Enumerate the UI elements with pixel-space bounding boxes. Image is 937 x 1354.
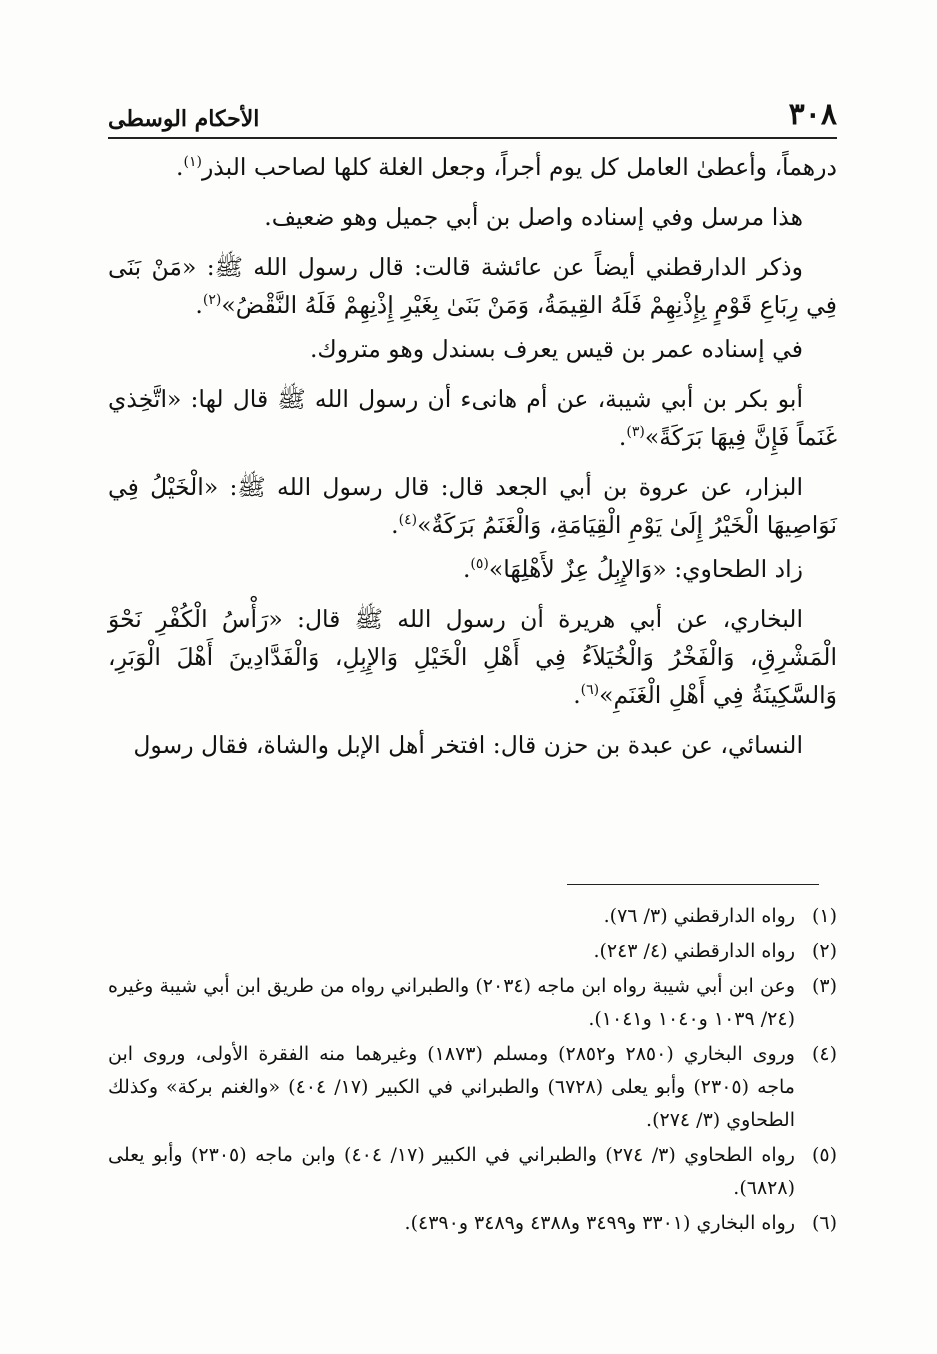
paragraph: في إسناده عمر بن قيس يعرف بسندل وهو متروك.	[309, 335, 803, 363]
footnote-marker[interactable]: (٢)	[202, 292, 222, 309]
footnote-number: (٦)	[811, 1212, 837, 1234]
footnote-marker[interactable]: (٤)	[398, 512, 418, 529]
footnotes	[108, 900, 837, 1242]
footnote-number: (٣)	[811, 975, 837, 997]
paragraph: النسائي، عن عبدة بن حزن قال: افتخر أهل الإبل والشاة، فقال رسول	[133, 731, 803, 759]
footnote-text: رواه البخاري (٣٣٠١ و٣٤٩٩ و٤٣٨٨ و٣٤٨٩ و٤٣٩٠).	[404, 1212, 795, 1234]
footnote-text: رواه الدارقطني (٤/ ٢٤٣).	[593, 940, 795, 962]
running-title: الأحكام الوسطى	[108, 106, 260, 132]
footnote	[108, 1207, 837, 1240]
paragraph: زاد الطحاوي: «وَالإِبِلُ عِزٌ لأَهْلِهَا»$^{(٥)}$.	[462, 555, 803, 583]
footnote-marker[interactable]: (٣)	[626, 424, 645, 441]
footnote-text: رواه الدارقطني (٣/ ٧٦).	[603, 905, 795, 927]
footnote-number: (٤)	[811, 1043, 837, 1065]
paragraph: البزار، عن عروة بن أبي الجعد قال: قال رسول الله ﷺ: «الْخَيْلُ فِي نَوَاصِيهَا الْخَيْرُ إِلَىٰ يَوْمِ الْقِيَامَةِ، وَالْغَنَمُ بَرَكَةٌ»$^{(٤)}$.	[108, 473, 837, 539]
footnote	[108, 970, 837, 1036]
page-header	[108, 92, 837, 132]
footnote	[108, 1139, 837, 1205]
paragraph: وذكر الدارقطني أيضاً عن عائشة قالت: قال رسول الله ﷺ: «مَنْ بَنَى فِي رِبَاعِ قَوْمٍ بِإِذْنِهِمْ فَلَهُ القِيمَةُ، وَمَنْ بَنَىٰ بِغَيْرِ إِذْنِهِمْ فَلَهُ النَّقْضُ»$^{(٢)}$.	[108, 253, 837, 319]
footnote-text: وعن ابن أبي شيبة رواه ابن ماجه (٢٠٣٤) والطبراني رواه من طريق ابن أبي شيبة وغيره (٢٤/ ١٠٣٩ و١٠٤٠ و١٠٤١).	[108, 975, 795, 1030]
footnote-text: وروى البخاري (٢٨٥٠ و٢٨٥٢) ومسلم (١٨٧٣) وغيرهما منه الفقرة الأولى، وروى ابن ماجه (٢٣٠٥) وأبو يعلى (٦٧٢٨) والطبراني في الكبير (١٧/ ٤٠٤) «والغنم بركة» وكذلك الطحاوي (٣/ ٢٧٤).	[108, 1043, 795, 1131]
footnote-number: (٥)	[811, 1144, 837, 1166]
footnote-marker[interactable]: (٥)	[470, 556, 489, 573]
footnote-number: (٢)	[811, 940, 837, 962]
paragraph: هذا مرسل وفي إسناده واصل بن أبي جميل وهو ضعيف.	[264, 203, 803, 231]
paragraph: أبو بكر بن أبي شيبة، عن أم هانىء أن رسول الله ﷺ قال لها: «اتَّخِذي غَنَماً فَإِنَّ فِيهَا بَرَكَةً»$^{(٣)}$.	[108, 385, 837, 451]
footnote-marker[interactable]: (٦)	[580, 682, 600, 699]
footnote-marker[interactable]: (١)	[183, 154, 202, 171]
page-number: ٣٠٨	[788, 97, 837, 132]
main-text	[108, 148, 837, 776]
footnote	[108, 900, 837, 933]
header-rule	[108, 137, 837, 139]
footnote-rule	[567, 884, 819, 885]
footnote-text: رواه الطحاوي (٣/ ٢٧٤) والطبراني في الكبير (١٧/ ٤٠٤) وابن ماجه (٢٣٠٥) وأبو يعلى (٦٨٢٨).	[108, 1144, 795, 1199]
footnote	[108, 1038, 837, 1137]
paragraph: البخاري، عن أبي هريرة أن رسول الله ﷺ قال: «رَأْسُ الْكُفْرِ نَحْوَ الْمَشْرِقِ، وَالْفَخْرُ وَالْخُيَلاَءُ فِي أَهْلِ الْخَيْلِ وَالإِبِلِ، وَالْفَدَّادِينَ أَهْلَ الْوَبَرِ، وَالسَّكِينَةُ فِي أَهْلِ الْغَنَمِ»$^{(٦)}$.	[108, 605, 837, 709]
footnote-number: (١)	[811, 905, 837, 927]
footnote	[108, 935, 837, 968]
paragraph: درهماً، وأعطىٰ العامل كل يوم أجراً، وجعل الغلة كلها لصاحب البذر$^{(١)}$.	[175, 153, 837, 181]
